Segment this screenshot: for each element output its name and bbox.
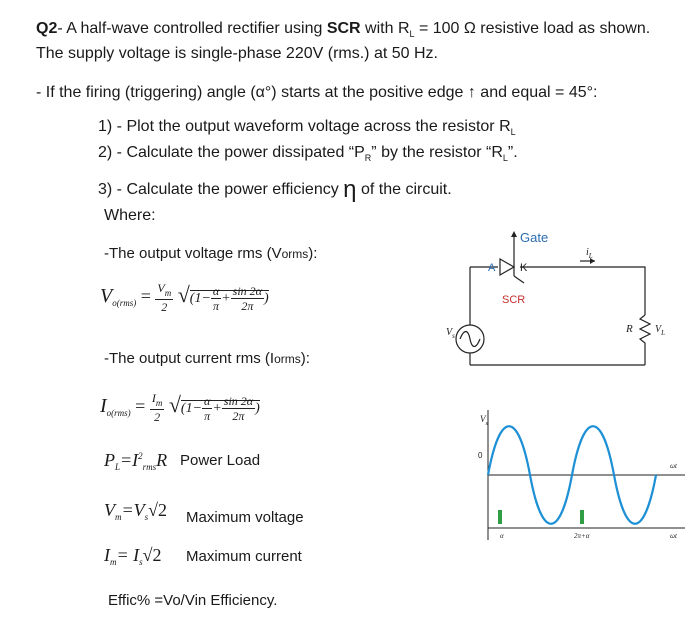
vl-label: $V_L$ — [655, 324, 666, 337]
wt-label-top: ωt — [670, 462, 677, 470]
cathode-label: K — [520, 262, 528, 274]
eta-symbol: η — [343, 176, 357, 203]
vrms-formula: $V_{o(rms)}$ = $\frac{V_m}{2}$ √(1− $\frac{\alpha}{\pi}$ + $\frac{\sin 2\alpha}{2\pi}$ ) — [100, 281, 269, 315]
gate-label: Gate — [520, 230, 549, 245]
imax-label: Maximum current — [186, 548, 302, 565]
top-wire — [520, 267, 645, 315]
task-1: 1) - Plot the output waveform voltage across the resistor $R_L$ — [98, 118, 516, 137]
imax-formula: $I_m= I_s√2$ — [104, 545, 162, 567]
power-formula: $P_L=I^2_{rms}R$ — [104, 450, 168, 472]
waveform-y-label: $V_s$ — [480, 414, 488, 427]
wt-label-bottom: ωt — [670, 532, 677, 540]
scr-label: SCR — [502, 294, 526, 306]
vmax-formula: $V_m=V_s√2$ — [104, 500, 168, 522]
alpha-mark: α — [500, 532, 504, 540]
question-line-1: Q2- A half-wave controlled rectifier using SCR with $R_L = 100$ Ω resistive load as shown. — [36, 20, 651, 39]
task-3: 3) - Calculate the power efficiency η of the circuit. — [98, 176, 452, 203]
anode-label: A — [488, 262, 496, 274]
task-2: 2) - Calculate the power dissipated “$P_R$” by the resistor “$R_L$”. — [98, 144, 518, 163]
irms-label: -The output current rms (Iorms): — [104, 350, 310, 367]
vs-label: $V_s$ — [446, 327, 455, 340]
second-gate-pulse — [580, 510, 584, 524]
r-label: R — [626, 323, 633, 335]
power-label: Power Load — [180, 452, 261, 469]
vrms-label: -The output voltage rms (Vorms): — [104, 245, 318, 262]
waveform-plot — [470, 400, 695, 550]
alpha-gate-pulse — [498, 510, 502, 524]
question-line-2: The supply voltage is single-phase 220V (rms.) at 50 Hz. — [36, 45, 438, 62]
resistor-icon — [640, 315, 650, 365]
where-heading: Where: — [104, 207, 156, 224]
scr-diode-icon — [500, 259, 514, 275]
vmax-label: Maximum voltage — [186, 509, 304, 526]
irms-formula: $I_{o(rms)}$ = $\frac{I_m}{2}$ √(1− $\frac{\alpha}{\pi}$ + $\frac{\sin 2\alpha}{2\pi}$ ) — [100, 391, 260, 425]
rectifier-circuit — [440, 225, 690, 375]
efficiency-line: Effic% =Vo/Vin Efficiency. — [108, 592, 278, 609]
question-line-3: - If the firing (triggering) angle (α°) starts at the positive edge ↑ and equal = 45°: — [36, 84, 598, 101]
il-label: $i_L$ — [586, 247, 593, 260]
zero-label: 0 — [478, 451, 483, 460]
second-mark: 2π+α — [574, 532, 590, 540]
